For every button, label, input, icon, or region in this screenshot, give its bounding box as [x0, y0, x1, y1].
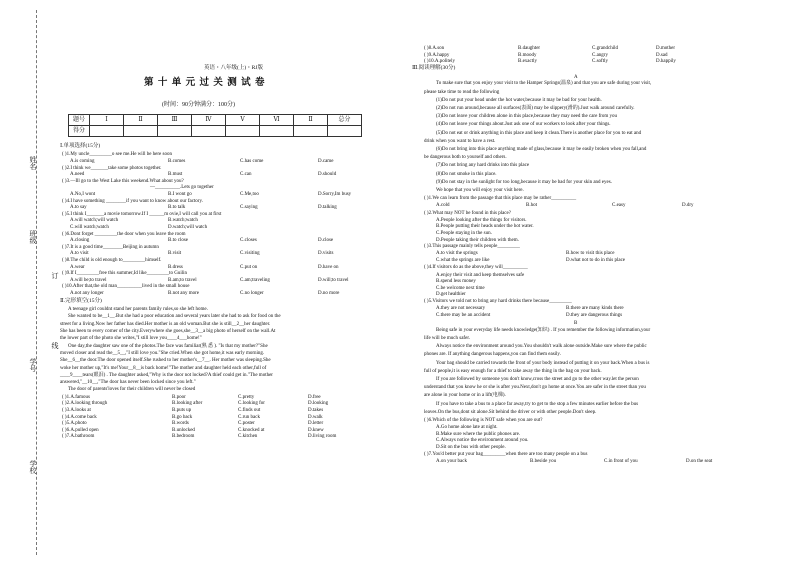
answer-option: B.People putting their heads under the hot water. [436, 224, 534, 230]
reading-passage-line: (5)Do not eat or drink anything in this place and keep it clean.There is another place for you to eat and [436, 130, 642, 136]
answer-option: A.Go home alone late at night. [436, 425, 498, 431]
cloze-passage-line: woke her mother up,"It's me!Your__8__is back home!"The mother and daughter held each other,full of [60, 365, 267, 371]
answer-option: B.Make sure where the public phones are. [436, 431, 521, 437]
reading-question: ( )7.You'd better put your bag_________when there are too many people on a bus [424, 451, 588, 457]
reading-passage-line: (9)Do not stay in the sunlight for too long,because it may be bad for your skin and eyes. [436, 179, 612, 185]
reading-passage-line: We hope that you will enjoy your visit here. [436, 188, 524, 193]
answer-option: D.talking [318, 205, 337, 211]
cloze-question: ( )9.A.happy [424, 52, 450, 58]
answer-option: C.kitchen [238, 434, 258, 440]
side-label-school: 学校 [29, 460, 37, 474]
page-title: 第 十 单 元 过 关 测 试 卷 [144, 78, 266, 88]
answer-option: D.People taking their children with them. [436, 237, 519, 243]
answer-option: A.not any longer [70, 291, 104, 296]
answer-option: D.close [318, 238, 334, 244]
score-cell[interactable] [192, 126, 226, 137]
header-subtitle: 英语・八年级(上)・RJ版 [204, 65, 263, 71]
reading-passage-line: Being safe in your everyday life needs knowledge(知识) . If you remember the following information,your [436, 327, 651, 333]
answer-option: C.looking for [238, 401, 265, 407]
answer-option: D.knew [308, 427, 324, 433]
passage-label: B [574, 321, 578, 327]
answer-option: C.am;traveling [240, 277, 270, 283]
answer-option: C.knocked at [238, 427, 265, 433]
answer-option: C.can [240, 172, 252, 178]
cloze-question: ( )3.A.looks at [62, 407, 91, 413]
score-header-cell: 总分 [328, 115, 362, 126]
score-header-cell: Ⅳ [192, 115, 226, 126]
score-cell[interactable] [90, 126, 124, 137]
answer-option: A.No,I wont [70, 192, 96, 197]
side-label-ding: 订 [51, 272, 59, 279]
reading-question: ( )6.Which of the following is NOT safe when you are out? [424, 418, 543, 423]
reading-passage-line: (3)Do not leave your children alone in this place,because they may need the care from you [436, 114, 618, 120]
cloze-passage-line: ____9____tears(眼泪) . The daughter asked,"Why is the door not locked?A thief could get in."The mother [60, 372, 273, 378]
question-stem: —__________.Lets go together [150, 185, 214, 191]
answer-option: D.came [318, 159, 334, 164]
cloze-passage-line: The door of parents'loves for their children will never be closed [68, 387, 196, 393]
answer-option: C.no longer [240, 291, 264, 296]
answer-option: B.must [168, 172, 183, 178]
answer-option: B.bedroom [172, 434, 195, 440]
answer-option: D.get healthier [436, 292, 466, 298]
answer-option: D.walk [308, 414, 323, 420]
answer-option: D.looking [308, 401, 329, 407]
reading-passage-line: understand that you know he or she is after you.Next,don't go home at once.You are safer in the street than you [424, 385, 646, 391]
question-stem: ( )5.I think I_______a movie tomorrow.If I ______m ovie,I will call you at first [62, 211, 222, 217]
reading-passage-line: (1)Do not put your head under the hot water,because it may be bad for your health. [436, 97, 602, 103]
cloze-question: ( )4.A.come back [62, 414, 97, 420]
answer-option: C.finds out [238, 407, 261, 413]
answer-option: D.no more [318, 291, 340, 296]
score-header-cell: Ⅵ [260, 115, 294, 126]
answer-option: B.comes [168, 159, 186, 164]
reading-passage-line: life will be much safer. [424, 336, 470, 341]
answer-option: D.will;to travel [318, 277, 349, 283]
cloze-question: ( )10.A.politely [424, 59, 455, 65]
reading-passage-line: If you are followed by someone you don't know,cross the street and go to the other way.let the person [436, 377, 639, 382]
question-stem: ( )3.—Ill go to the West Lake this weekend.What about you? [62, 178, 184, 184]
answer-option: A.wear [70, 264, 85, 270]
reading-passage-line: If you have to take a bus to a place far away,try to get to the stop a few minutes earlier before the bus [436, 401, 639, 407]
question-stem: ( )10.After that,the old man__________lived in the small house [62, 284, 190, 290]
answer-option: D.happily [656, 59, 676, 65]
answer-option: B.words [172, 421, 189, 427]
score-cell[interactable] [226, 126, 260, 137]
answer-option: A.enjoy their visit and keep themselves safe [436, 272, 525, 278]
answer-option: B.to close [168, 238, 188, 244]
answer-option: B.beside you [530, 458, 557, 464]
answer-option: A.will be;to travel [70, 277, 107, 283]
answer-option: D.Sorry,Im busy [318, 192, 352, 197]
reading-passage-line: be dangerous both to yourself and others. [424, 155, 507, 161]
question-stem: ( )1.My uncle_________o see me.He will be here soon [62, 152, 172, 158]
answer-option: C.visiting [240, 251, 260, 257]
answer-option: B.unlocked [172, 427, 195, 433]
answer-option: B.there are many kinds there [566, 306, 624, 312]
answer-option: C.saying [240, 205, 258, 211]
answer-option: C.will watch;watch [70, 225, 109, 230]
answer-option: D.should [318, 172, 337, 178]
answer-option: B.how to visit this place [566, 251, 615, 257]
cloze-question: ( )5.A.photo [62, 421, 87, 427]
section-3-heading: Ⅲ.阅读理解(30分) [412, 64, 456, 71]
answer-option: C.pretty [238, 394, 255, 400]
answer-option: C.Me,too [240, 192, 259, 197]
answer-option: D.visits [318, 251, 334, 257]
answer-option: A.to visit the springs [436, 251, 478, 257]
answer-option: C.angry [592, 52, 608, 58]
cloze-passage-line: She__6__the door.The door opened itself.She rushed to her mother's__7__. Her mother was sleeping.She [60, 358, 271, 364]
reading-question: ( )5.Visitors we told not to bring any hard drinks there because_________ [424, 299, 572, 304]
score-cell[interactable] [328, 126, 362, 137]
cloze-question: ( )7.A.bathroom [62, 434, 95, 440]
answer-option: D.watch;will watch [168, 225, 208, 230]
answer-option: B.watch;watch [168, 218, 198, 224]
side-label-student-no: 学号 [29, 358, 37, 372]
reading-question: ( )3.This passage mainly tells people_________ [424, 244, 520, 250]
reading-passage-line: leaves.On the bus,dont sit alone.Sit behind the driver or with other people.Don't sleep. [424, 409, 597, 415]
answer-option: D.sad [656, 52, 668, 58]
cloze-question: ( )2.A.looking through [62, 401, 108, 407]
answer-option: B.moody [518, 52, 537, 58]
answer-option: C.grandchild [592, 46, 618, 51]
answer-option: C.has come [240, 159, 264, 164]
answer-option: A.need [70, 172, 85, 178]
reading-passage-line: drink when you want to have a rest. [424, 138, 496, 144]
answer-option: A.on your back [436, 458, 467, 464]
side-label-xian: 线 [51, 342, 59, 349]
answer-option: C.put on [240, 264, 258, 270]
answer-option: B.go back [172, 414, 193, 420]
answer-option: D.on the seat [686, 458, 713, 464]
answer-option: C.closes [240, 238, 257, 244]
score-cell[interactable] [124, 126, 158, 137]
cloze-passage-line: She has been to every corner of the city.Everywhere she goes,she__3__a big photo of herself on the wall.At [60, 329, 276, 334]
answer-option: C.People staying in the sun. [436, 231, 492, 236]
answer-option: B.exactly [518, 59, 538, 65]
answer-option: C.in front of you [604, 458, 638, 464]
reading-passage-line: (8)Do not smoke in this place. [436, 171, 497, 177]
reading-passage-line: (4)Do not leave your things about.Just ask one of our workers to look after your things. [436, 122, 611, 128]
answer-option: B.daughter [518, 46, 541, 51]
side-label-class: 班级 [29, 230, 37, 244]
answer-option: B.spend less money [436, 279, 476, 285]
score-header-cell: Ⅴ [226, 115, 260, 126]
answer-option: B.to talk [168, 205, 186, 211]
reading-passage-line: please take time to read the following [424, 89, 500, 95]
cloze-passage-line: street for a living.Now her father has died.Her mother is an old woman.But she is still__2__her daughter. [60, 321, 271, 327]
answer-option: D.takes [308, 407, 324, 413]
cloze-question: ( )1.A.famous [62, 394, 90, 400]
answer-option: B.visit [168, 251, 182, 257]
answer-option: B.not any more [168, 291, 199, 296]
reading-passage-line: are alone in your home or in a lift(电梯). [424, 393, 506, 399]
answer-option: D.mother [656, 46, 676, 51]
answer-option: C.there may be an accident [436, 313, 491, 319]
score-header-cell: Ⅰ [90, 115, 124, 126]
cloze-passage-line: answered,"__10__,"The door has never been locked since you left." [60, 380, 196, 386]
question-stem: ( )6.Dont forget _________the door when you leave the room [62, 231, 186, 237]
reading-question: ( )4.If visitors do as the above,they will__________ [424, 265, 528, 271]
answer-option: C.Always notice the environment around you. [436, 438, 529, 444]
answer-option: A.they are not necessary [436, 306, 486, 312]
question-stem: ( )8.The child is old enough to_________himself. [62, 258, 162, 263]
answer-option: C.easy [612, 203, 626, 209]
answer-option: C.poster [238, 421, 255, 427]
score-header-cell: Ⅱ [294, 115, 328, 126]
score-header-cell: Ⅱ [124, 115, 158, 126]
answer-option: D.living room [308, 434, 337, 440]
answer-option: D.what not to do in this place [566, 258, 626, 264]
answer-option: A.closing [70, 238, 90, 244]
answer-option: D.have on [318, 264, 339, 270]
score-header-cell: Ⅲ [158, 115, 192, 126]
answer-option: C.run back [238, 414, 260, 420]
answer-option: A.will watch;will watch [70, 218, 119, 224]
reading-passage-line: (2)Do not run around,because all surfaces(表面) may be slippery(滑的).Just walk around carefully. [436, 106, 635, 111]
section-2-heading: Ⅱ.完形填空(15分) [60, 298, 102, 305]
passage-label: A [574, 74, 578, 80]
score-row-label: 得分 [69, 126, 90, 137]
question-stem: ( )7.It is a good time________Beijing in autumn [62, 244, 159, 250]
section-1-heading: Ⅰ.单项选择(15分) [60, 143, 101, 149]
cloze-passage-line: She wanted to be__1__.But she had a poor education and several years later she had to ask for food on the [68, 314, 281, 320]
answer-option: D.dry [682, 203, 694, 209]
score-header-cell: 题号 [69, 115, 90, 126]
cloze-passage-line: A teenage girl couldnt stand her parents family rules,so she left home. [68, 307, 208, 313]
answer-option: B.looking after [172, 401, 203, 407]
answer-option: C.what the springs are like [436, 258, 490, 264]
reading-passage-line: Always notice the environment around you.You shouldn't walk alone outside.Make sure where the public [436, 344, 647, 350]
answer-option: B.I wont go [168, 192, 192, 197]
cloze-question: ( )8.A.son [424, 46, 445, 51]
score-cell[interactable] [260, 126, 294, 137]
score-cell[interactable] [294, 126, 328, 137]
answer-option: B.hot [526, 203, 537, 209]
cloze-passage-line: the lower part of the photo she writes,"I still love you____4___home!" [60, 336, 202, 342]
reading-passage-line: (6)Do not bring into this place anything made of glass,because it may be easily broken when you fall,and [436, 147, 647, 152]
time-note: (时间：90分钟满分：100分) [162, 102, 235, 108]
question-stem: ( )4.I have something ________if you want to know about our factory. [62, 198, 203, 204]
score-cell[interactable] [158, 126, 192, 137]
answer-option: D.Sit on the bus with other people. [436, 445, 506, 450]
reading-passage-line: To make sure that you enjoy your visit to the Hamper Springs(温泉) and that you are safe during your visit, [436, 81, 652, 87]
score-table [68, 114, 362, 137]
answer-option: B.puts up [172, 407, 192, 413]
question-stem: ( )9.If I_________free this summer,Id like_________to Guilin [62, 271, 188, 277]
answer-option: A.to say [70, 205, 87, 211]
answer-option: A.People looking after the things for visitors. [436, 217, 527, 223]
answer-option: B.poor [172, 394, 186, 400]
answer-option: C.softly [592, 59, 608, 65]
cloze-passage-line: One day,the daughter saw one of the photos.The face was familiar(熟 悉 ). "Is that my mother?"She [68, 343, 268, 349]
cloze-passage-line: moved closer and read the__5__,"I still love you."She cried.When she got home,it was early morning. [60, 350, 265, 356]
answer-option: D.free [308, 394, 321, 400]
answer-option: A.to visit [70, 251, 89, 257]
answer-option: D.letter [308, 421, 324, 427]
reading-passage-line: full of people,it is easy enough for a thief to take away the thing in the bag on your back. [424, 368, 602, 374]
side-label-name: 姓名 [29, 156, 37, 170]
question-stem: ( )2.I think we_______take some photos together. [62, 165, 162, 171]
answer-option: A.cold [436, 203, 450, 209]
cloze-question: ( )6.A.pulled open [62, 427, 99, 433]
answer-option: B.dress [168, 264, 183, 270]
reading-passage-line: phones are. If anything dangerous happens,you can find them easily. [424, 352, 561, 358]
answer-option: D.they are dangerous things [566, 313, 623, 319]
reading-question: ( )2.What may NOT be found in this place? [424, 210, 511, 216]
answer-option: C.be welcome next time [436, 285, 485, 291]
answer-option: A.is coming [70, 159, 95, 164]
reading-passage-line: Your bag should be carried towards the front of your body instead of putting it on your back.When a bus is [436, 360, 650, 366]
reading-passage-line: (7)Do not bring any hard drinks into this place [436, 163, 530, 169]
answer-option: B.am;to travel [168, 277, 197, 283]
reading-question: ( )1.We can learn from the passage that this place may be rather__________ [424, 196, 577, 202]
